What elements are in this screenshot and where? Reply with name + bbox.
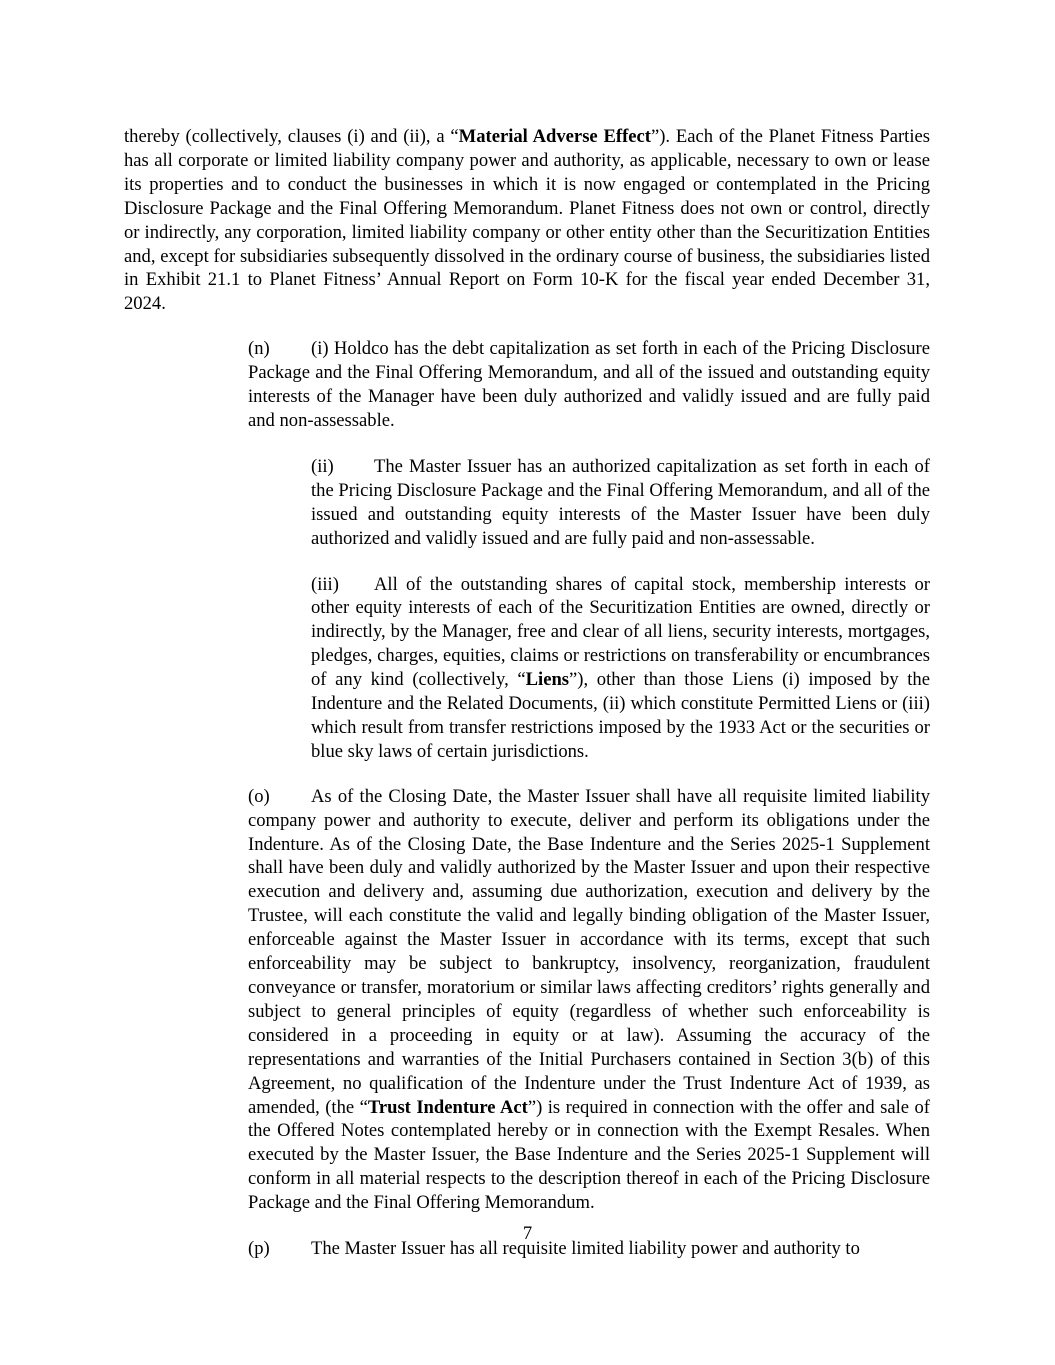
text-span: thereby (collectively, clauses (i) and (ii), a “	[124, 126, 459, 147]
section-marker-iii: (iii)	[311, 573, 339, 595]
defined-term-material-adverse-effect: Material Adverse Effect	[458, 126, 651, 147]
text-span: As of the Closing Date, the Master Issuer shall have all requisite limited liability company power and authority to execute, deliver and perform its obligations under the Indenture. As of the Closing Date, the Base Indenture and the Series 2025-1 Supplement shall have been duly and validly authorized by the Master Issuer and upon their respective execution and delivery and, assuming due authorization, execution and delivery by the Trustee, will each constitute the valid and legally binding obligation of the Master Issuer, enforceable against the Master Issuer in accordance with its terms, except that such enforceability may be subject to bankruptcy, insolvency, reorganization, fraudulent conveyance or transfer, moratorium or similar laws affecting creditors’ rights generally and subject to general principles of equity (regardless of whether such enforceability is considered in a proceeding in equity or at law). Assuming the accuracy of the representations and warranties of the Initial Purchasers contained in Section 3(b) of this Agreement, no qualification of the Indenture under the Trust Indenture Act of 1939, as amended, (the “	[248, 785, 930, 1118]
section-marker-p: (p)	[248, 1238, 270, 1260]
text-span: ”) is required in connection with the offer and sale of the Offered Notes contemplated hereby or in connection with the Exempt Resales. When executed by the Master Issuer, the Base Indenture and the Series 2025-1 Supplement will conform in all material respects to the description thereof in each of the Pricing Disclosure Package and the Final Offering Memorandum.	[248, 1096, 930, 1214]
paragraph-n-iii	[124, 573, 930, 764]
defined-term-trust-indenture-act: Trust Indenture Act	[367, 1096, 528, 1118]
text-span: (i) Holdco has the debt capitalization as set forth in each of the Pricing Disclosure Package and the Final Offering Memorandum, and all of the issued and outstanding equity interests of the Manager have been duly authorized and validly issued and are fully paid and non-assessable.	[248, 338, 930, 431]
paragraph-o	[124, 785, 930, 1215]
paragraph-m-continuation	[124, 125, 930, 316]
section-marker-n: (n)	[248, 338, 270, 360]
paragraph-n-ii	[124, 455, 930, 551]
defined-term-liens: Liens	[525, 669, 570, 691]
text-span: The Master Issuer has an authorized capitalization as set forth in each of the Pricing Disclosure Package and the Final Offering Memorandum, and all of the issued and outstanding equity interests of the Master Issuer have been duly authorized and validly issued and are fully paid and non-assessable.	[311, 455, 930, 549]
section-marker-o: (o)	[248, 785, 270, 807]
text-span: All of the outstanding shares of capital stock, membership interests or other equity interests of each of the Securitization Entities are owned, directly or indirectly, by the Manager, free and clear of all liens, security interests, mortgages, pledges, charges, equities, claims or restrictions on transferability or encumbrances of any kind (collectively, “	[311, 573, 930, 691]
paragraph-n	[124, 337, 930, 433]
page-number: 7	[522, 1223, 533, 1244]
document-body	[124, 125, 930, 1281]
text-span: ”). Each of the Planet Fitness Parties has all corporate or limited liability company power and authority, as applicable, necessary to own or lease its properties and to conduct the businesses in which it is now engaged or contemplated in the Pricing Disclosure Package and the Final Offering Memorandum. Planet Fitness does not own or control, directly or indirectly, any corporation, limited liability company or other entity other than the Securitization Entities and, except for subsidiaries subsequently dissolved in the ordinary course of business, the subsidiaries listed in Exhibit 21.1 to Planet Fitness’ Annual Report on Form 10-K for the fiscal year ended December 31, 2024.	[124, 126, 930, 315]
text-span: ”), other than those Liens (i) imposed by the Indenture and the Related Documents, (ii) which constitute Permitted Liens or (iii) which result from transfer restrictions imposed by the 1933 Act or the securities or blue sky laws of certain jurisdictions.	[311, 669, 930, 762]
text-span: The Master Issuer has all requisite limited liability power and authority to	[311, 1238, 860, 1260]
section-marker-ii: (ii)	[311, 455, 334, 477]
